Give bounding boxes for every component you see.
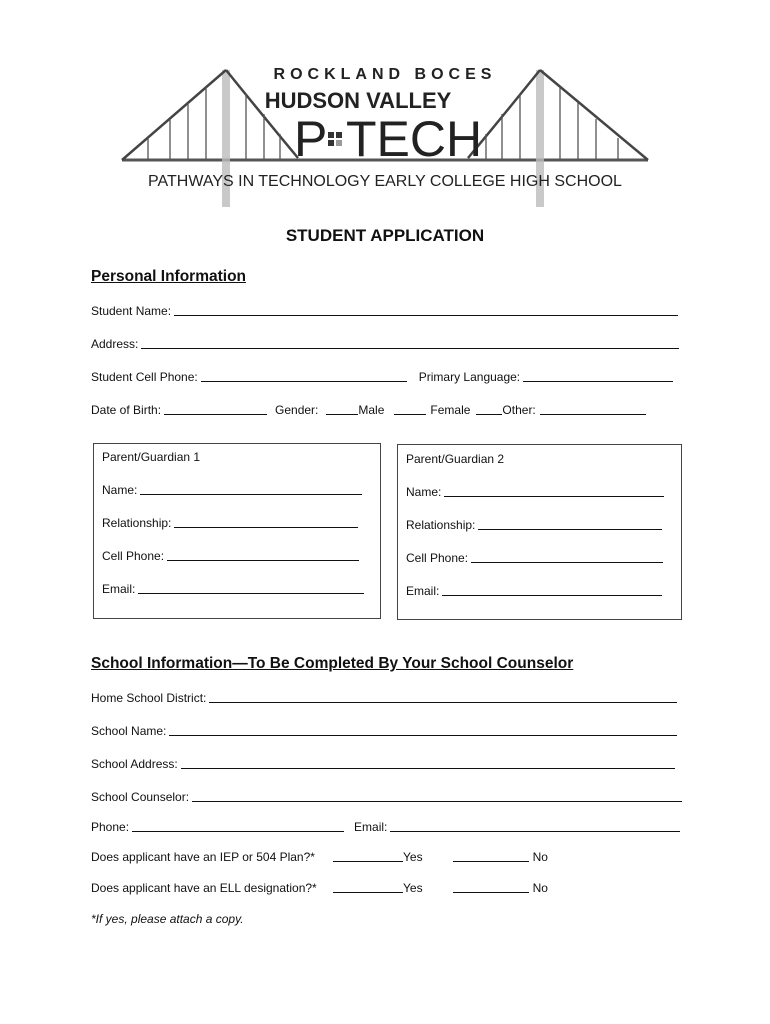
iep-no-label: No xyxy=(532,850,548,864)
primary-language-label: Primary Language: xyxy=(418,370,521,384)
guardian1-title: Parent/Guardian 1 xyxy=(102,450,201,464)
guardian1-cell-row xyxy=(102,549,359,563)
guardian1-cell-label: Cell Phone: xyxy=(102,549,165,563)
male-checkline[interactable] xyxy=(326,413,358,415)
student-name-label: Student Name: xyxy=(91,304,172,318)
gender-label: Gender: xyxy=(275,403,319,417)
student-name-row xyxy=(91,304,678,318)
guardian1-cell-field[interactable] xyxy=(167,559,359,561)
guardian2-box xyxy=(397,444,682,620)
ell-no-label: No xyxy=(532,881,548,895)
guardian1-email-label: Email: xyxy=(102,582,136,596)
logo-tagline: PATHWAYS IN TECHNOLOGY EARLY COLLEGE HIGH SCHOOL xyxy=(148,173,622,190)
guardian1-relationship-row xyxy=(102,516,358,530)
guardian1-name-field[interactable] xyxy=(140,493,362,495)
school-name-label: School Name: xyxy=(91,724,167,738)
guardian2-name-label: Name: xyxy=(406,485,442,499)
guardian2-relationship-field[interactable] xyxy=(478,528,662,530)
page-title: STUDENT APPLICATION xyxy=(285,226,485,245)
logo-org-name: HUDSON VALLEY xyxy=(264,88,452,113)
guardian2-email-label: Email: xyxy=(406,584,440,598)
school-email-field[interactable] xyxy=(390,830,680,832)
other-checkline[interactable] xyxy=(476,413,502,415)
school-info-heading: School Information—To Be Completed By Your School Counselor xyxy=(91,655,574,672)
dob-label: Date of Birth: xyxy=(91,403,162,417)
guardian1-email-row xyxy=(102,582,364,596)
male-label: Male xyxy=(358,403,385,417)
school-address-row xyxy=(91,757,675,771)
district-label: Home School District: xyxy=(91,691,207,705)
guardian2-email-row xyxy=(406,584,662,598)
guardian2-name-field[interactable] xyxy=(444,495,664,497)
guardian1-email-field[interactable] xyxy=(138,592,364,594)
cell-language-row xyxy=(91,370,673,384)
female-checkline[interactable] xyxy=(394,413,426,415)
iep-yes-checkline[interactable] xyxy=(333,860,403,862)
counselor-label: School Counselor: xyxy=(91,790,190,804)
student-cell-label: Student Cell Phone: xyxy=(91,370,198,384)
footnote: *If yes, please attach a copy. xyxy=(91,912,244,926)
iep-yes-label: Yes xyxy=(403,850,423,864)
iep-row xyxy=(91,850,548,864)
logo-org-top: ROCKLAND BOCES xyxy=(273,66,497,83)
guardian2-name-row xyxy=(406,485,664,499)
guardian1-name-label: Name: xyxy=(102,483,138,497)
district-row xyxy=(91,691,677,705)
other-label: Other: xyxy=(502,403,536,417)
ell-yes-checkline[interactable] xyxy=(333,891,403,893)
school-email-label: Email: xyxy=(354,820,388,834)
district-field[interactable] xyxy=(209,701,677,703)
personal-info-heading: Personal Information xyxy=(91,268,247,285)
other-field[interactable] xyxy=(540,413,646,415)
ell-question: Does applicant have an ELL designation?* xyxy=(91,881,317,895)
hudson-valley-ptech-logo xyxy=(118,62,652,207)
primary-language-field[interactable] xyxy=(523,380,673,382)
ell-yes-label: Yes xyxy=(403,881,423,895)
student-cell-field[interactable] xyxy=(201,380,407,382)
ell-no-checkline[interactable] xyxy=(453,891,529,893)
school-address-field[interactable] xyxy=(181,767,675,769)
iep-no-checkline[interactable] xyxy=(453,860,529,862)
guardian1-relationship-field[interactable] xyxy=(174,526,358,528)
logo-program-p: P xyxy=(294,111,328,167)
address-row xyxy=(91,337,679,351)
school-phone-field[interactable] xyxy=(132,830,344,832)
logo-squares-icon xyxy=(328,132,342,146)
guardian2-cell-row xyxy=(406,551,663,565)
guardian1-name-row xyxy=(102,483,362,497)
counselor-row xyxy=(91,790,682,804)
dob-gender-row xyxy=(91,403,646,417)
student-name-field[interactable] xyxy=(174,314,678,316)
guardian2-relationship-row xyxy=(406,518,662,532)
guardian2-email-field[interactable] xyxy=(442,594,662,596)
guardian2-relationship-label: Relationship: xyxy=(406,518,476,532)
address-label: Address: xyxy=(91,337,139,351)
school-name-field[interactable] xyxy=(169,734,677,736)
dob-field[interactable] xyxy=(164,413,267,415)
guardian1-relationship-label: Relationship: xyxy=(102,516,172,530)
ell-row xyxy=(91,881,548,895)
school-name-row xyxy=(91,724,677,738)
address-field[interactable] xyxy=(141,347,679,349)
counselor-field[interactable] xyxy=(192,800,682,802)
school-address-label: School Address: xyxy=(91,757,178,771)
iep-question: Does applicant have an IEP or 504 Plan?* xyxy=(91,850,315,864)
female-label: Female xyxy=(430,403,471,417)
phone-email-row xyxy=(91,820,680,834)
guardian2-cell-field[interactable] xyxy=(471,561,663,563)
guardian2-cell-label: Cell Phone: xyxy=(406,551,469,565)
guardian2-title: Parent/Guardian 2 xyxy=(406,452,505,466)
logo-program-tech: TECH xyxy=(346,111,483,167)
guardian1-box xyxy=(93,443,381,619)
school-phone-label: Phone: xyxy=(91,820,130,834)
